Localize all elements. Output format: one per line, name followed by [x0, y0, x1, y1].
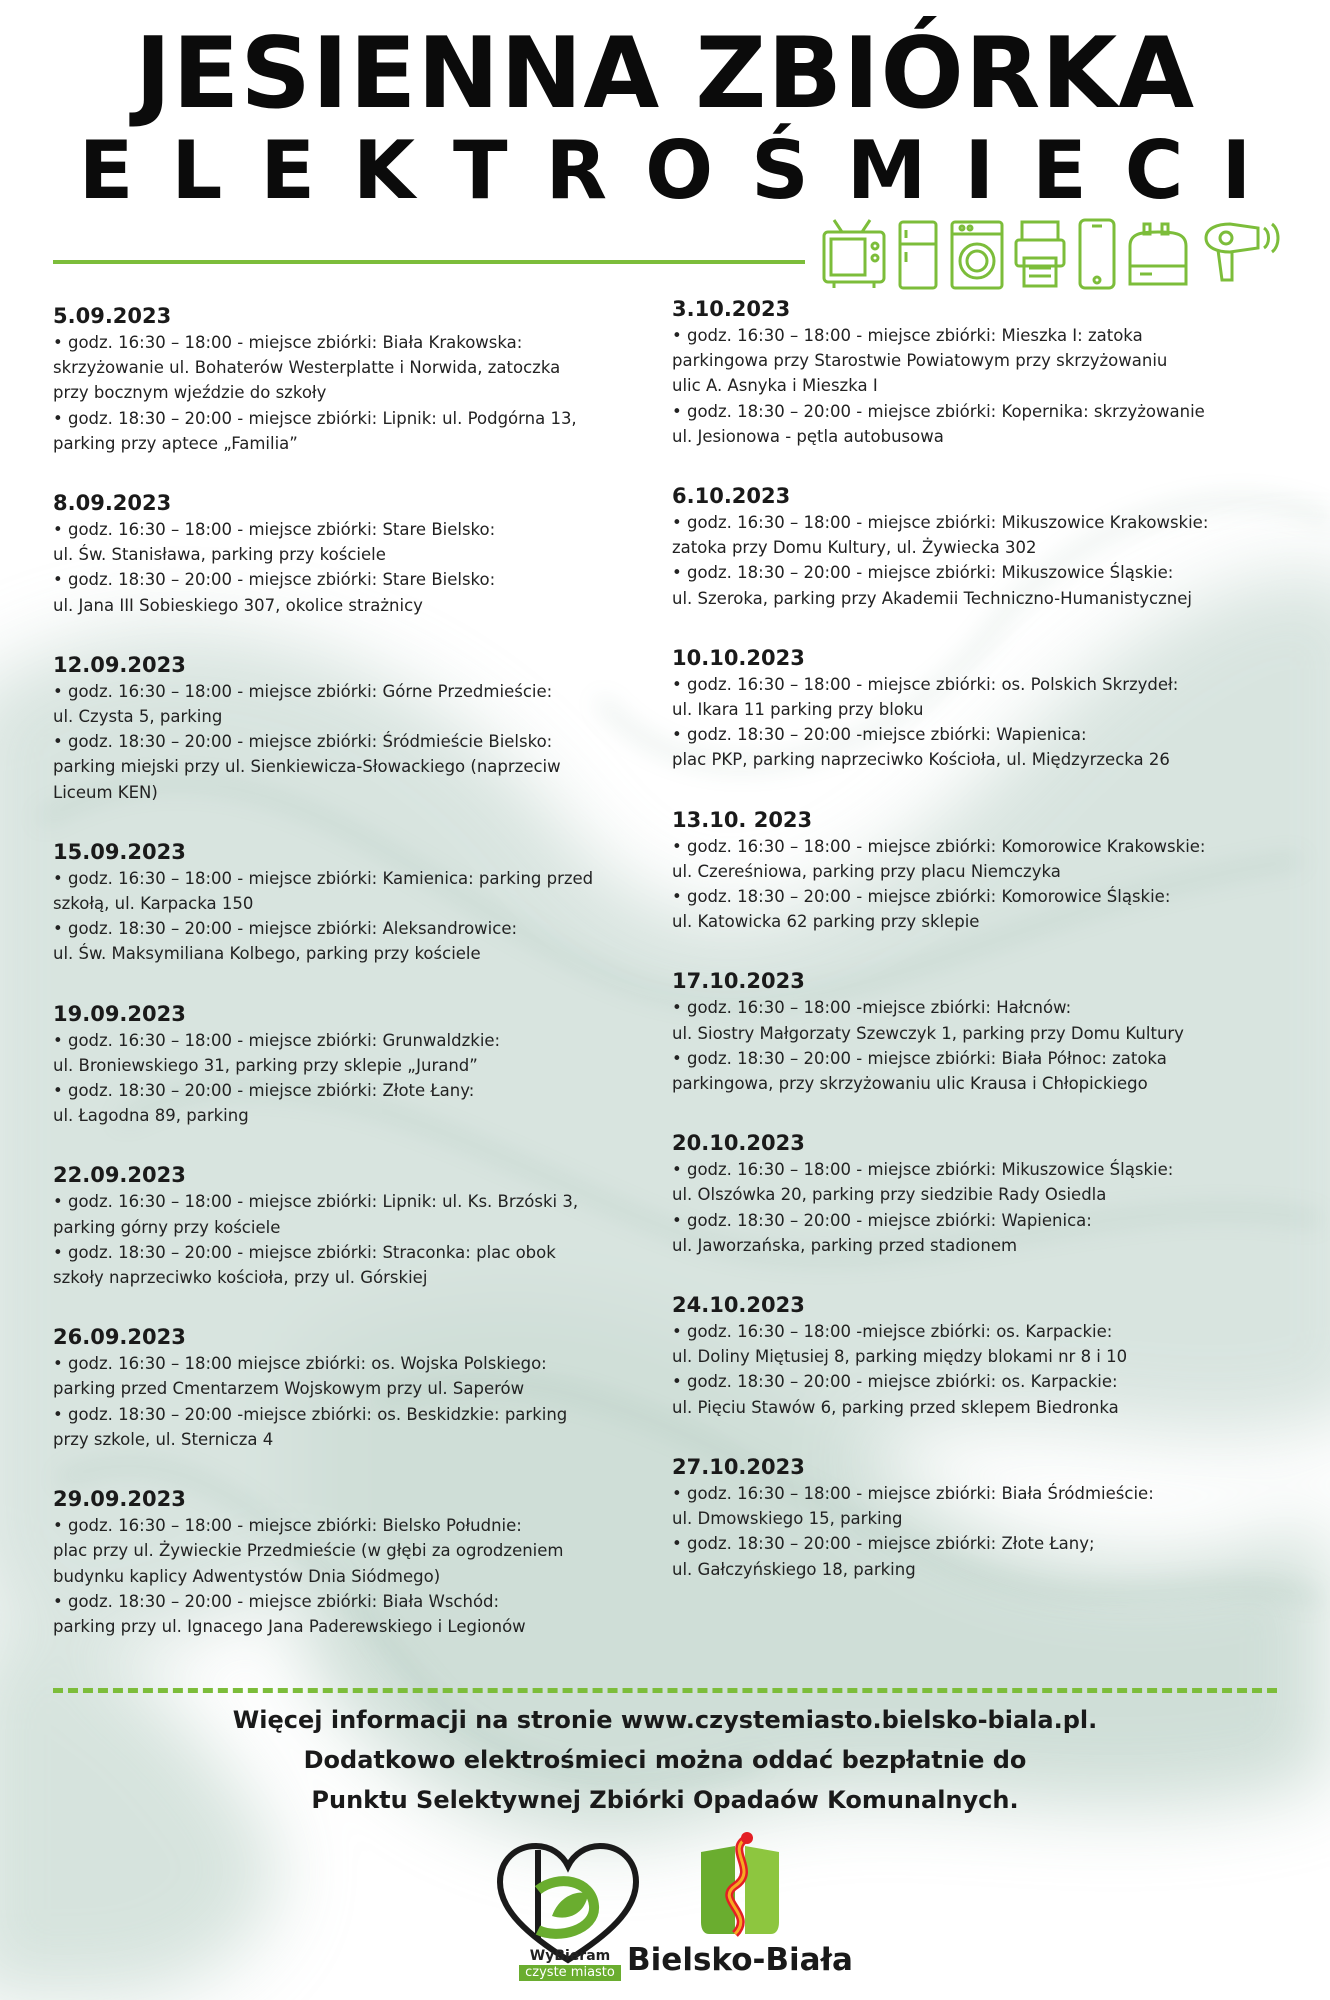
collection-slot: • godz. 16:30 – 18:00 - miejsce zbiórki: Komorowice Krakowskie: ul. Czereśniowa, parking przy placu Niemczyka: [672, 836, 1206, 881]
collection-slot: • godz. 16:30 – 18:00 - miejsce zbiórki: Mikuszowice Krakowskie: zatoka przy Domu Kultury, ul. Żywiecka 302: [672, 513, 1209, 558]
entry-date: 17.10.2023: [672, 969, 805, 994]
entry-date: 15.09.2023: [53, 839, 186, 864]
schedule-entry: [672, 807, 1292, 935]
collection-slot: • godz. 18:30 – 20:00 - miejsce zbiórki: Śródmieście Bielsko: parking miejski przy ul. Sienkiewicza-Słowackiego (naprzeciw Liceum KEN): [53, 732, 561, 802]
entry-date: 19.09.2023: [53, 1001, 186, 1026]
hair-dryer-icon: [1206, 224, 1278, 280]
collection-slot: • godz. 16:30 – 18:00 - miejsce zbiórki: Mikuszowice Śląskie: ul. Olszówka 20, parking przy siedzibie Rady Osiedla: [672, 1160, 1174, 1205]
fridge-icon: [900, 222, 936, 288]
entry-date: 24.10.2023: [672, 1293, 805, 1318]
collection-slot: • godz. 18:30 – 20:00 - miejsce zbiórki: Wapienica: ul. Jaworzańska, parking przed stadionem: [672, 1210, 1092, 1255]
right-schedule-column: [672, 296, 1292, 1616]
footer-extra-line: Dodatkowo elektrośmieci można oddać bezpłatnie do: [303, 1746, 1027, 1774]
entry-date: 29.09.2023: [53, 1487, 186, 1512]
title-line-2: ELEKTROŚMIECI: [78, 124, 1290, 217]
wybieram-logo-sub: czyste miasto: [519, 1965, 621, 1981]
entry-date: 5.09.2023: [53, 304, 172, 328]
left-schedule-column: [53, 303, 653, 1673]
schedule-entry: [672, 483, 1292, 611]
schedule-entry: [53, 839, 653, 967]
schedule-entry: [53, 1324, 653, 1452]
collection-slot: • godz. 18:30 – 20:00 - miejsce zbiórki: Złote Łany: ul. Łagodna 89, parking: [53, 1081, 475, 1126]
collection-slot: • godz. 16:30 – 18:00 - miejsce zbiórki: Mieszka I: zatoka parkingowa przy Starostwie Powiatowym przy skrzyżowaniu ulic A. Asnyka i Mieszka I: [672, 326, 1168, 396]
collection-slot: • godz. 18:30 – 20:00 - miejsce zbiórki: Komorowice Śląskie: ul. Katowicka 62 parking przy sklepie: [672, 887, 1171, 932]
entry-date: 27.10.2023: [672, 1454, 805, 1479]
printer-icon: [1016, 222, 1064, 286]
collection-slot: • godz. 18:30 – 20:00 - miejsce zbiórki: Kopernika: skrzyżowanie ul. Jesionowa - pętla autobusowa: [672, 401, 1205, 446]
collection-slot: • godz. 18:30 – 20:00 - miejsce zbiórki: os. Karpackie: ul. Pięciu Stawów 6, parking przed sklepem Biedronka: [672, 1372, 1119, 1417]
collection-slot: • godz. 16:30 – 18:00 - miejsce zbiórki: Kamienica: parking przed szkołą, ul. Karpacka 150: [53, 868, 594, 914]
smartphone-icon: [1080, 220, 1114, 288]
collection-slot: • godz. 16:30 – 18:00 - miejsce zbiórki: Lipnik: ul. Ks. Brzóski 3, parking górny przy kościele: [53, 1192, 579, 1237]
bottom-dashed-divider: [53, 1688, 1277, 1693]
collection-slot: • godz. 16:30 – 18:00 - miejsce zbiórki: Biała Krakowska: skrzyżowanie ul. Bohaterów Westerplatte i Norwida, zatoczka przy bocznym wjeździe do szkoły: [53, 333, 561, 403]
schedule-entry: [672, 1454, 1292, 1582]
collection-slot: • godz. 18:30 – 20:00 - miejsce zbiórki: Złote Łany; ul. Gałczyńskiego 18, parking: [672, 1534, 1095, 1579]
entry-date: 22.09.2023: [53, 1163, 186, 1188]
collection-slot: • godz. 16:30 – 18:00 - miejsce zbiórki: os. Polskich Skrzydeł: ul. Ikara 11 parking przy bloku: [672, 674, 1179, 720]
schedule-entry: [672, 1130, 1292, 1258]
schedule-entry: [53, 1486, 653, 1639]
wybieram-logo-top: WyBieram: [529, 1948, 611, 1964]
entry-date: 10.10.2023: [672, 645, 805, 670]
collection-slot: • godz. 16:30 – 18:00 - miejsce zbiórki: Stare Bielsko: ul. Św. Stanisława, parking przy kościele: [53, 520, 496, 565]
collection-slot: • godz. 18:30 – 20:00 - miejsce zbiórki: Biała Wschód: parking przy ul. Ignacego Jana Paderewskiego i Legionów: [53, 1591, 526, 1636]
footer-website-line: Więcej informacji na stronie www.czystemiasto.bielsko-biala.pl.: [232, 1706, 1098, 1734]
collection-slot: • godz. 16:30 – 18:00 - miejsce zbiórki: Biała Śródmieście: ul. Dmowskiego 15, parking: [672, 1483, 1154, 1529]
schedule-entry: [672, 645, 1292, 773]
collection-slot: • godz. 18:30 – 20:00 -miejsce zbiórki: Wapienica: plac PKP, parking naprzeciwko Kościoła, ul. Międzyrzecka 26: [672, 725, 1170, 770]
entry-date: 8.09.2023: [53, 491, 172, 516]
collection-slot: • godz. 18:30 – 20:00 - miejsce zbiórki: Lipnik: ul. Podgórna 13, parking przy aptece „Familia”: [53, 408, 577, 453]
entry-date: 13.10. 2023: [672, 807, 813, 832]
schedule-entry: [672, 296, 1292, 449]
schedule-entry: [672, 968, 1292, 1096]
schedule-entry: [53, 1001, 653, 1129]
bielsko-biala-logo-mark: [695, 1830, 785, 1940]
footer-pszok-line: Punktu Selektywnej Zbiórki Opadaów Komunalnych.: [311, 1786, 1019, 1814]
entry-date: 26.09.2023: [53, 1325, 186, 1350]
schedule-entry: [53, 1162, 653, 1290]
collection-slot: • godz. 16:30 – 18:00 -miejsce zbiórki: Hałcnów: ul. Siostry Małgorzaty Szewczyk 1, parking przy Domu Kultury: [672, 998, 1184, 1043]
toaster-icon: [1130, 224, 1186, 284]
appliance-icons: [822, 218, 1282, 292]
schedule-entry: [53, 303, 653, 456]
collection-slot: • godz. 16:30 – 18:00 - miejsce zbiórki: Bielsko Południe: plac przy ul. Żywieckie Przedmieście (w głębi za ogrodzeniem budynku kaplicy Adwentystów Dnia Siódmego): [53, 1516, 564, 1586]
collection-slot: • godz. 16:30 – 18:00 -miejsce zbiórki: os. Karpackie: ul. Doliny Miętusiej 8, parking między blokami nr 8 i 10: [672, 1322, 1128, 1367]
collection-slot: • godz. 18:30 – 20:00 - miejsce zbiórki: Aleksandrowice: ul. Św. Maksymiliana Kolbego, parking przy kościele: [53, 919, 518, 964]
entry-date: 6.10.2023: [672, 484, 791, 509]
collection-slot: • godz. 18:30 – 20:00 - miejsce zbiórki: Mikuszowice Śląskie: ul. Szeroka, parking przy Akademii Techniczno-Humanistycznej: [672, 563, 1192, 608]
footer-info: [0, 1700, 1330, 1820]
schedule-entry: [53, 652, 653, 805]
tv-icon: [824, 220, 884, 288]
title-line-1: JESIENNA ZBIÓRKA: [134, 17, 1196, 131]
top-divider: [53, 260, 805, 264]
collection-slot: • godz. 18:30 – 20:00 - miejsce zbiórki: Stare Bielsko: ul. Jana III Sobieskiego 307, okolice strażnicy: [53, 570, 496, 615]
collection-slot: • godz. 16:30 – 18:00 - miejsce zbiórki: Grunwaldzkie: ul. Broniewskiego 31, parking przy sklepie „Jurand”: [53, 1030, 501, 1075]
entry-date: 12.09.2023: [53, 652, 186, 677]
collection-slot: • godz. 18:30 – 20:00 -miejsce zbiórki: os. Beskidzkie: parking przy szkole, ul. Sternicza 4: [53, 1404, 568, 1449]
collection-slot: • godz. 18:30 – 20:00 - miejsce zbiórki: Biała Północ: zatoka parkingowa, przy skrzyżowaniu ulic Krausa i Chłopickiego: [672, 1048, 1167, 1094]
schedule-entry: [672, 1292, 1292, 1420]
collection-slot: • godz. 16:30 – 18:00 miejsce zbiórki: os. Wojska Polskiego: parking przed Cmentarzem Wojskowym przy ul. Saperów: [53, 1354, 547, 1399]
collection-slot: • godz. 16:30 – 18:00 - miejsce zbiórki: Górne Przedmieście: ul. Czysta 5, parking: [53, 681, 553, 727]
bielsko-biala-logo-text: Bielsko-Biała: [627, 1942, 853, 1978]
entry-date: 20.10.2023: [672, 1131, 805, 1156]
washing-machine-icon: [952, 222, 1002, 288]
schedule-entry: [53, 490, 653, 618]
collection-slot: • godz. 18:30 – 20:00 - miejsce zbiórki: Straconka: plac obok szkoły naprzeciwko kościoła, przy ul. Górskiej: [53, 1242, 556, 1288]
entry-date: 3.10.2023: [672, 297, 791, 321]
